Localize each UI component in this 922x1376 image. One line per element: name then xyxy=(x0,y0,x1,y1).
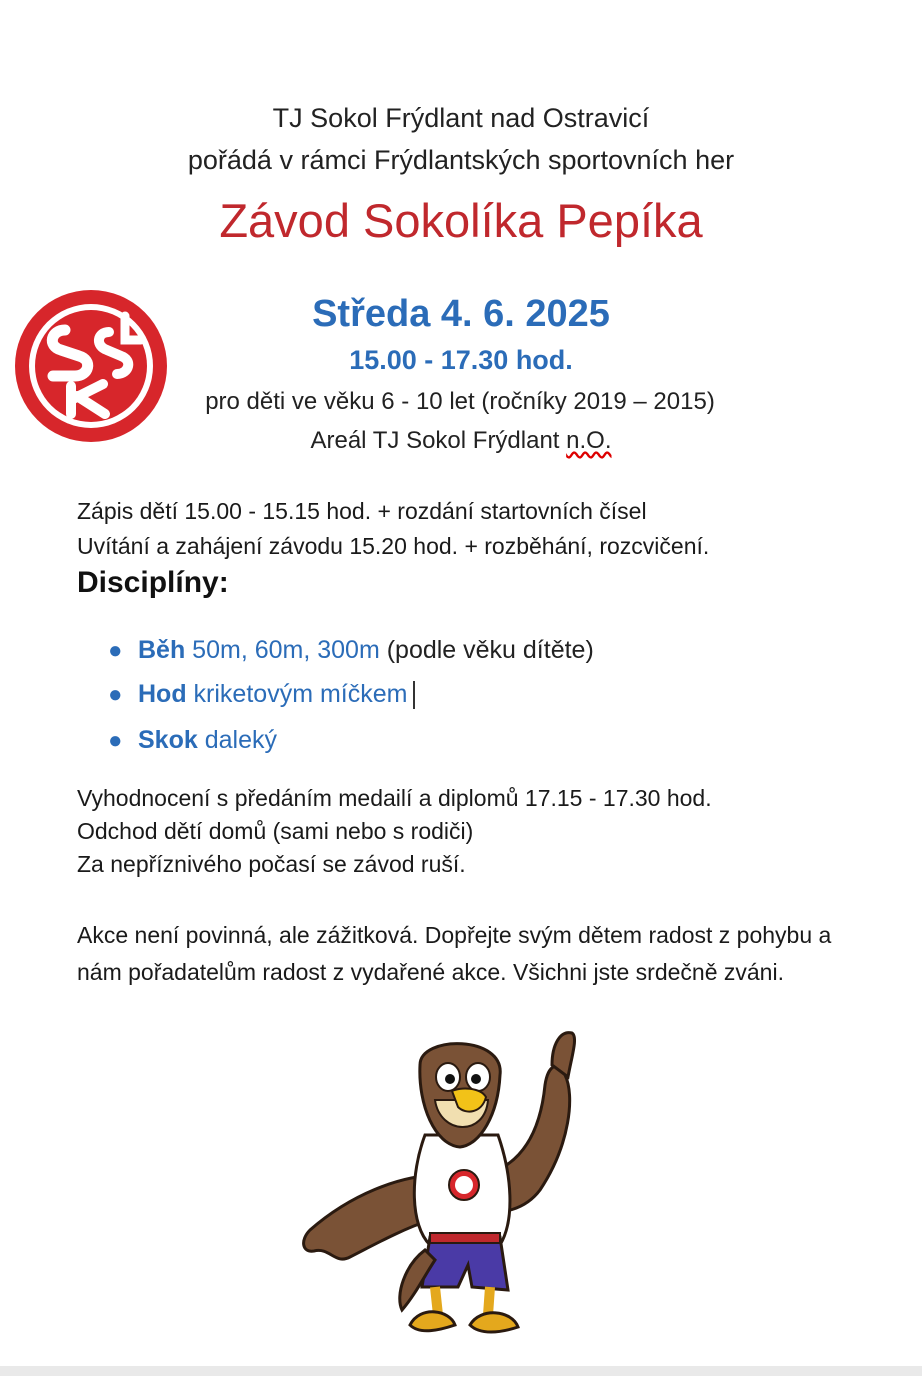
departure-line: Odchod dětí domů (sami nebo s rodiči) xyxy=(77,818,474,844)
page-edge-divider xyxy=(0,1366,922,1376)
venue-main: Areál TJ Sokol Frýdlant xyxy=(310,427,567,454)
venue xyxy=(0,427,922,455)
bullet-icon: ● xyxy=(108,681,123,708)
awards-line: Vyhodnocení s předáním medailí a diplomů 17.15 - 17.30 hod. xyxy=(77,785,712,811)
text-cursor xyxy=(413,681,415,709)
event-title: Závod Sokolíka Pepíka xyxy=(219,194,703,247)
discipline-item xyxy=(108,636,594,665)
discipline-detail: daleký xyxy=(197,726,277,754)
discipline-item xyxy=(108,680,415,709)
discipline-note: (podle věku dítěte) xyxy=(379,636,594,664)
registration-line: Zápis dětí 15.00 - 15.15 hod. + rozdání startovních čísel xyxy=(77,498,647,524)
discipline-item xyxy=(108,726,277,755)
weather-line: Za nepříznivého počasí se závod ruší. xyxy=(77,851,466,877)
event-time: 15.00 - 17.30 hod. xyxy=(349,345,573,375)
bullet-icon: ● xyxy=(108,727,123,754)
discipline-detail: kriketovým míčkem xyxy=(186,680,408,708)
discipline-name: Skok xyxy=(138,726,198,754)
welcome-line: Uvítání a zahájení závodu 15.20 hod. + rozběhání, rozcvičení. xyxy=(77,533,710,559)
age-range: pro děti ve věku 6 - 10 let (ročníky 2019 – 2015) xyxy=(205,388,715,415)
falcon-mascot-illustration xyxy=(290,1025,600,1355)
invitation-paragraph: Akce není povinná, ale zážitková. Dopřejte svým dětem radost z pohybu a nám pořadatelům radost z vydařené akce. Všichni jste srdečně zváni. xyxy=(77,922,832,985)
subtitle: pořádá v rámci Frýdlantských sportovních her xyxy=(187,145,735,175)
event-date: Středa 4. 6. 2025 xyxy=(312,293,610,335)
discipline-detail: 50m, 60m, 300m xyxy=(185,636,380,664)
organizer-name: TJ Sokol Frýdlant nad Ostravicí xyxy=(272,103,650,133)
bullet-icon: ● xyxy=(108,637,123,664)
venue-abbreviation: n.O. xyxy=(566,427,612,454)
discipline-name: Hod xyxy=(138,680,187,708)
disciplines-heading: Disciplíny: xyxy=(77,566,229,599)
discipline-name: Běh xyxy=(138,636,186,664)
